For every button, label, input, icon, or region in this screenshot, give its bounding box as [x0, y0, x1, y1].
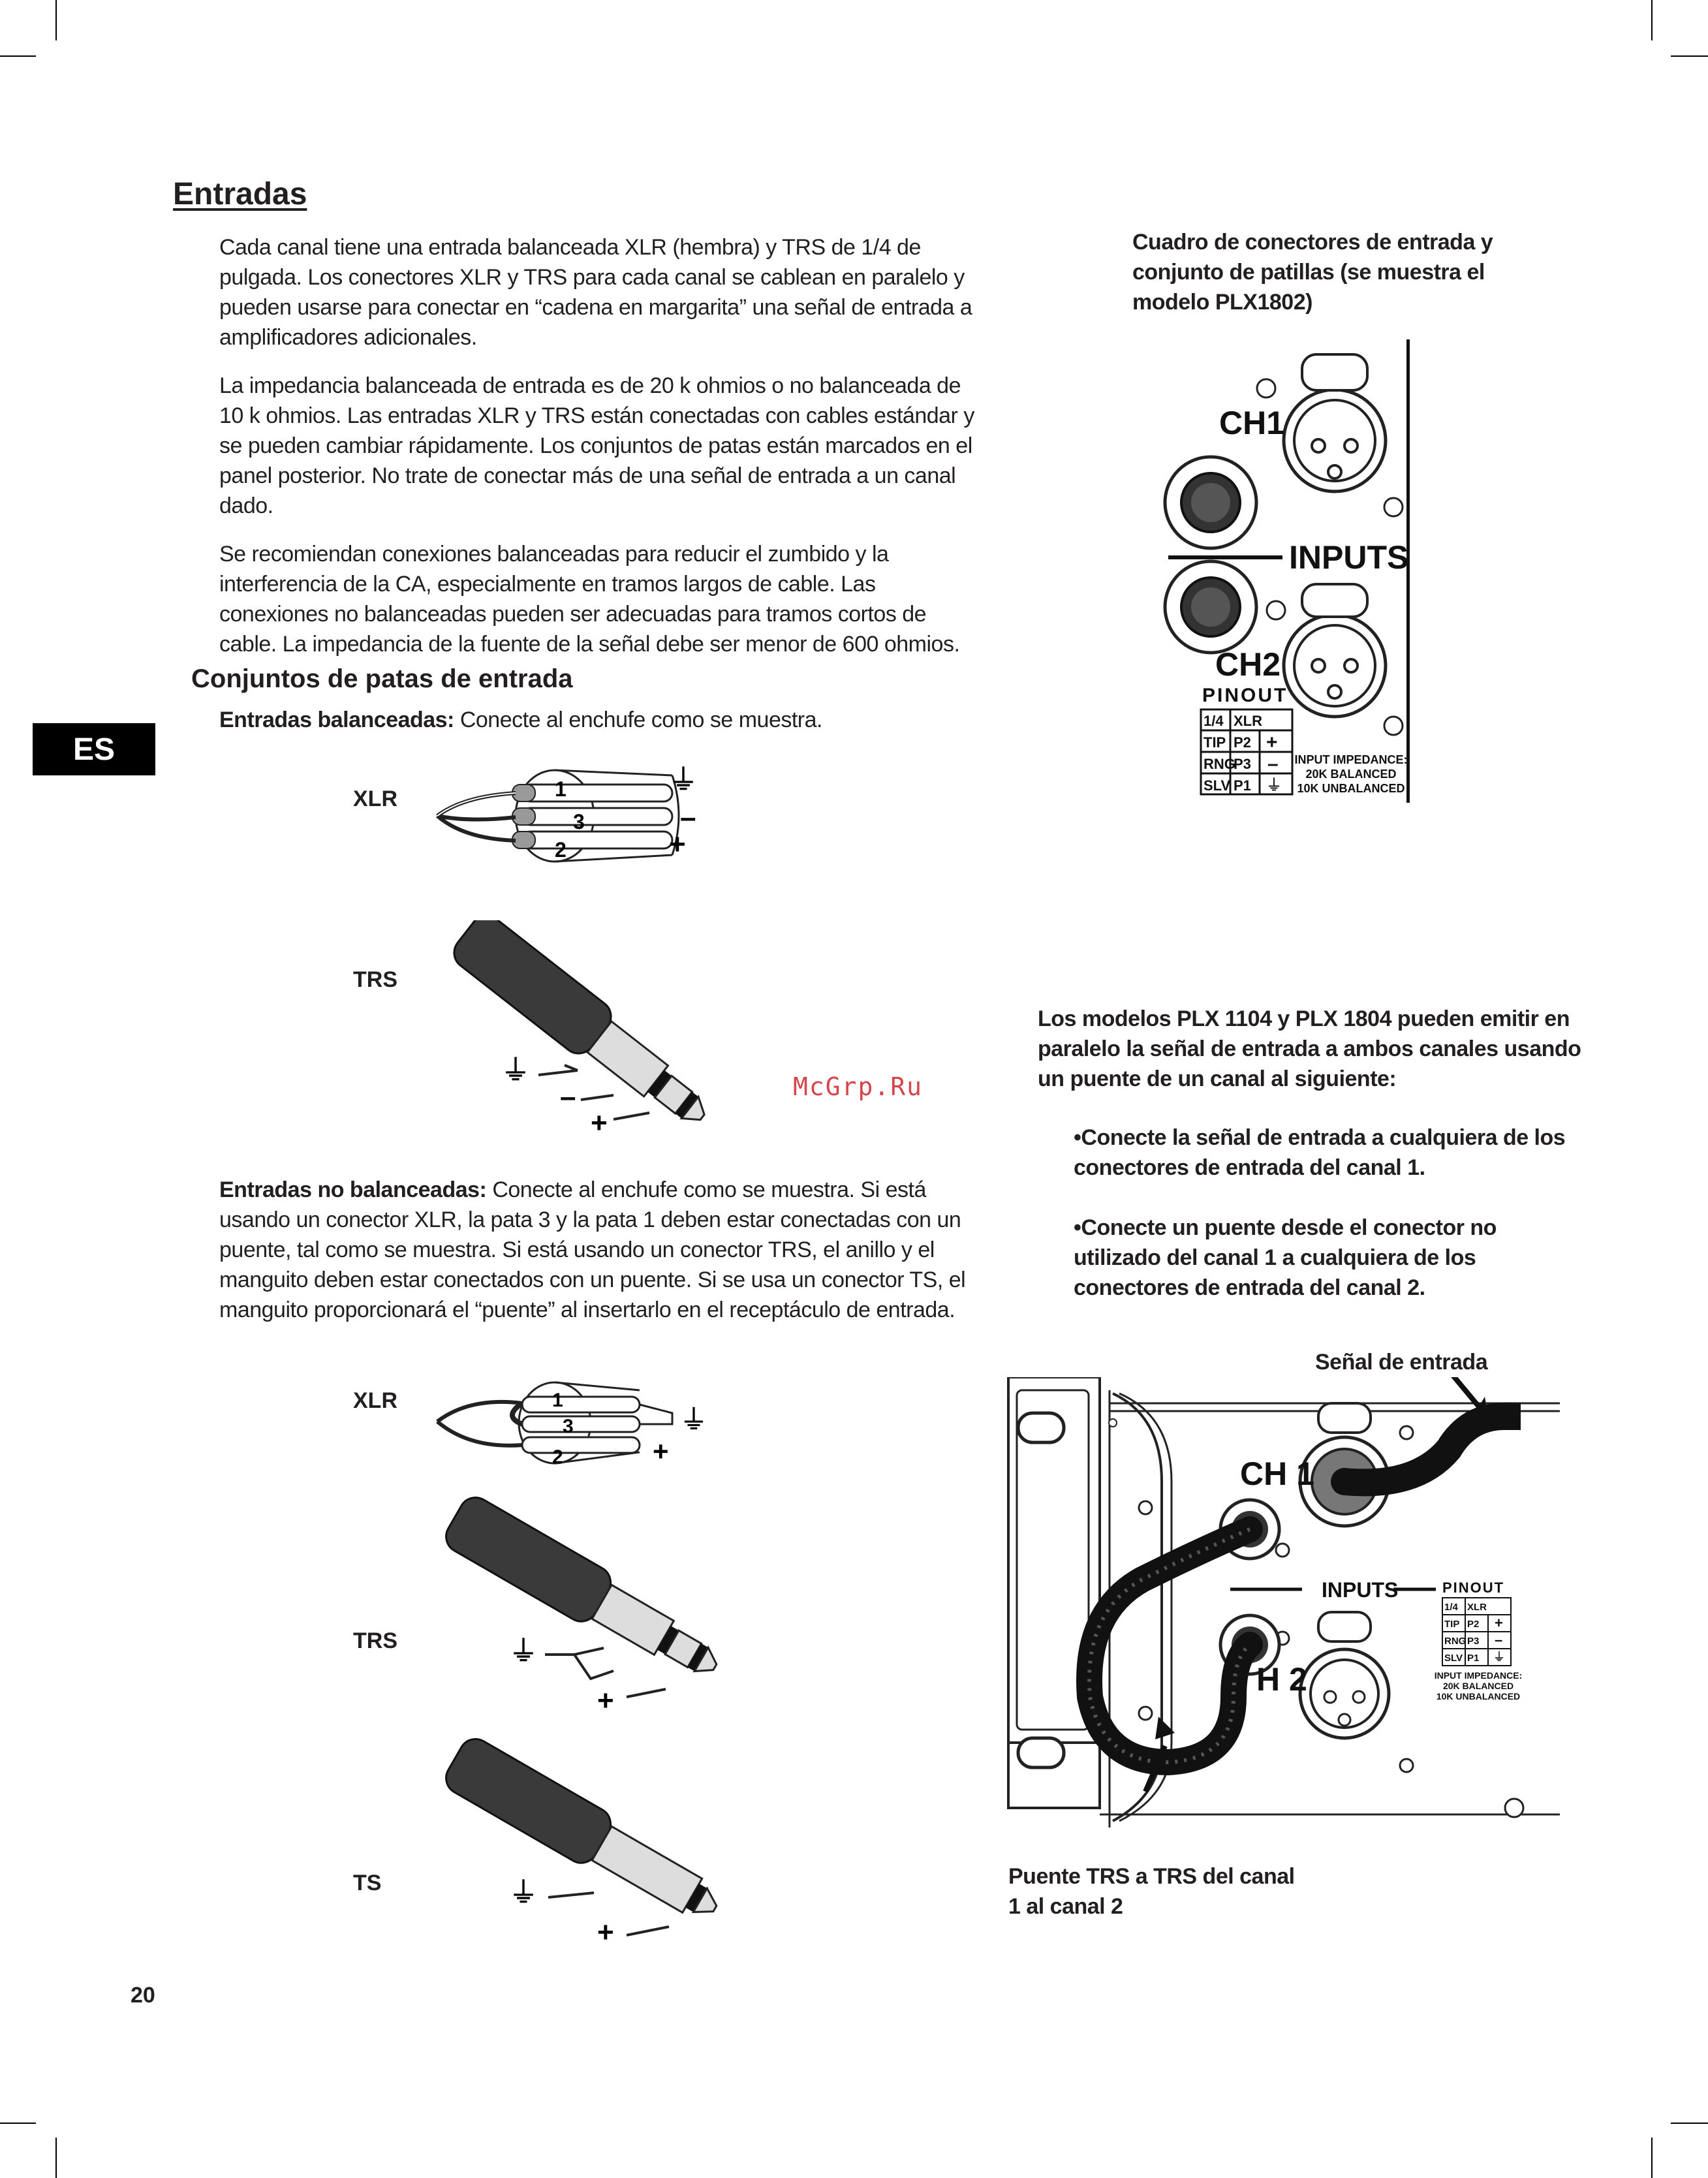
svg-text:–: – [560, 1081, 576, 1113]
panel-caption: Cuadro de conectores de entrada y conjunto de patillas (se muestra el modelo PLX1802) [1132, 230, 1493, 315]
svg-text:⏚: ⏚ [1266, 777, 1282, 794]
crop-mark [1651, 2138, 1653, 2178]
svg-text:1/4: 1/4 [1444, 1602, 1458, 1613]
svg-text:20K BALANCED: 20K BALANCED [1305, 768, 1397, 781]
jumper-label: Puente TRS a TRS del canal 1 al canal 2 [1008, 1864, 1295, 1919]
crop-mark [55, 2138, 57, 2178]
bullet-list [1074, 1123, 1583, 1303]
bullet-item: •Conecte un puente desde el conector no utilizado del canal 1 a cualquiera de los conectores de entrada del canal 2. [1074, 1215, 1497, 1300]
svg-text:⏚: ⏚ [509, 1877, 538, 1909]
models-text: Los modelos PLX 1104 y PLX 1804 pueden emitir en paralelo la señal de entrada a ambos canales usando un puente de un canal al siguiente: [1038, 1006, 1581, 1091]
svg-text:10K UNBALANCED: 10K UNBALANCED [1436, 1691, 1521, 1702]
crop-mark [0, 2123, 36, 2124]
ts-label: TS [353, 1871, 382, 1895]
svg-text:+: + [1266, 732, 1278, 753]
minus-sign: – [680, 801, 696, 833]
ch1-label: CH1 [1219, 405, 1285, 441]
xlr-label: XLR [353, 786, 397, 811]
svg-text:1: 1 [552, 1390, 563, 1411]
svg-text:P2: P2 [1467, 1619, 1480, 1630]
svg-text:PINOUT: PINOUT [1442, 1579, 1505, 1596]
xlr-unbalanced-diagram [424, 1377, 711, 1475]
svg-text:P2: P2 [1234, 734, 1251, 751]
svg-text:TIP: TIP [1444, 1619, 1460, 1630]
paragraph: Cada canal tiene una entrada balanceada XLR (hembra) y TRS de 1/4 de pulgada. Los conectores XLR y TRS para cada canal se cablean en paralelo y pueden usarse para conectar en “cadena en margarita” una señal de entrada a amplificadores adicionales. [219, 235, 972, 350]
svg-text:+: + [1495, 1615, 1503, 1631]
svg-text:INPUT IMPEDANCE:: INPUT IMPEDANCE: [1294, 753, 1408, 766]
svg-text:P1: P1 [1467, 1653, 1480, 1664]
trs-balanced-diagram [418, 920, 731, 1142]
signal-label: Señal de entrada [1315, 1350, 1488, 1375]
svg-text:+: + [591, 1107, 608, 1139]
crop-mark [55, 0, 57, 40]
balanced-label: Entradas balanceadas: [219, 708, 454, 732]
xlr-balanced-diagram [424, 764, 711, 871]
crop-mark [0, 55, 36, 57]
svg-text:⏚: ⏚ [1493, 1651, 1505, 1664]
svg-text:SLV: SLV [1444, 1653, 1463, 1664]
svg-text:P3: P3 [1467, 1636, 1480, 1647]
balanced-desc: Conecte al enchufe como se muestra. [459, 708, 822, 732]
pin-1-label: 1 [555, 777, 567, 801]
intro-text [219, 232, 986, 659]
crop-mark [1651, 0, 1653, 40]
svg-text:XLR: XLR [1467, 1602, 1487, 1613]
bullet-item: •Conecte la señal de entrada a cualquiera de los conectores de entrada del canal 1. [1074, 1125, 1566, 1180]
pinout-label: PINOUT [1202, 685, 1288, 706]
svg-text:⏚: ⏚ [509, 1636, 538, 1668]
svg-text:⏚: ⏚ [680, 1405, 708, 1435]
plus-sign: + [669, 828, 686, 860]
svg-text:1/4: 1/4 [1203, 713, 1224, 729]
ch2-label-2: H 2 [1256, 1661, 1307, 1698]
svg-text:XLR: XLR [1234, 713, 1262, 729]
trs-unbalanced-diagram [418, 1495, 731, 1730]
svg-text:10K UNBALANCED: 10K UNBALANCED [1297, 782, 1405, 795]
svg-text:+: + [597, 1685, 614, 1717]
inputs-label-2: INPUTS [1322, 1578, 1399, 1602]
page-number: 20 [131, 1983, 155, 2008]
svg-text:+: + [653, 1436, 669, 1467]
svg-text:SLV: SLV [1203, 777, 1231, 794]
input-panel-diagram [1162, 336, 1423, 806]
svg-text:2: 2 [552, 1446, 563, 1468]
ts-diagram [418, 1736, 731, 1971]
crop-mark [1671, 55, 1708, 57]
language-tab: ES [33, 723, 155, 775]
amp-jumper-diagram [999, 1377, 1573, 1854]
subsection-title: Conjuntos de patas de entrada [191, 664, 573, 693]
svg-text:RNG: RNG [1203, 756, 1235, 772]
unbalanced-text [219, 1175, 986, 1325]
pin-3-label: 3 [573, 810, 585, 833]
paragraph: Se recomiendan conexiones balanceadas para reducir el zumbido y la interferencia de la CA, especialmente en tramos largos de cable. Las conexiones no balanceadas pueden ser adecuadas para tramos cortos de cable. La impedancia de la fuente de la señal debe ser menor de 600 ohmios. [219, 542, 960, 657]
svg-text:3: 3 [563, 1416, 574, 1437]
trs-label-2: TRS [353, 1628, 397, 1653]
unbalanced-desc: Conecte al enchufe como se muestra. Si está usando un conector XLR, la pata 3 y la pata 1 deben estar conectadas con un puente, tal como se muestra. Si está usando un conector TRS, el anillo y el manguito deben estar conectados con un puente. Si se usa un conector TS, el manguito proporcionará el “puente” al insertarlo en el receptáculo de entrada. [219, 1177, 966, 1322]
svg-text:20K BALANCED: 20K BALANCED [1442, 1681, 1514, 1691]
svg-text:TIP: TIP [1203, 734, 1226, 751]
inputs-label: INPUTS [1289, 539, 1409, 576]
ch1-label-2: CH 1 [1240, 1455, 1314, 1492]
svg-text:INPUT IMPEDANCE:: INPUT IMPEDANCE: [1434, 1670, 1523, 1681]
unbalanced-label: Entradas no balanceadas: [219, 1177, 487, 1202]
svg-text:P1: P1 [1234, 777, 1251, 794]
svg-text:–: – [1495, 1632, 1503, 1648]
svg-text:P3: P3 [1234, 756, 1251, 772]
pin-2-label: 2 [555, 838, 567, 862]
trs-label: TRS [353, 967, 397, 992]
svg-text:RNG: RNG [1444, 1636, 1467, 1647]
paragraph: La impedancia balanceada de entrada es de 20 k ohmios o no balanceada de 10 k ohmios. Las entradas XLR y TRS están conectadas con cables estándar y se pueden cambiar rápidamente. Los conjuntos de patas están marcados en el panel posterior. No trate de conectar más de una señal de entrada a un canal dado. [219, 373, 974, 518]
crop-mark [1671, 2123, 1708, 2124]
balanced-text [219, 705, 986, 735]
svg-text:⏚: ⏚ [501, 1055, 530, 1087]
ch2-label: CH2 [1215, 646, 1281, 683]
svg-text:⏚: ⏚ [669, 764, 698, 796]
watermark: McGrp.Ru [793, 1072, 924, 1101]
section-title: Entradas [173, 177, 307, 211]
xlr-label-2: XLR [353, 1388, 397, 1413]
svg-text:+: + [597, 1916, 614, 1948]
svg-text:–: – [1267, 753, 1279, 775]
